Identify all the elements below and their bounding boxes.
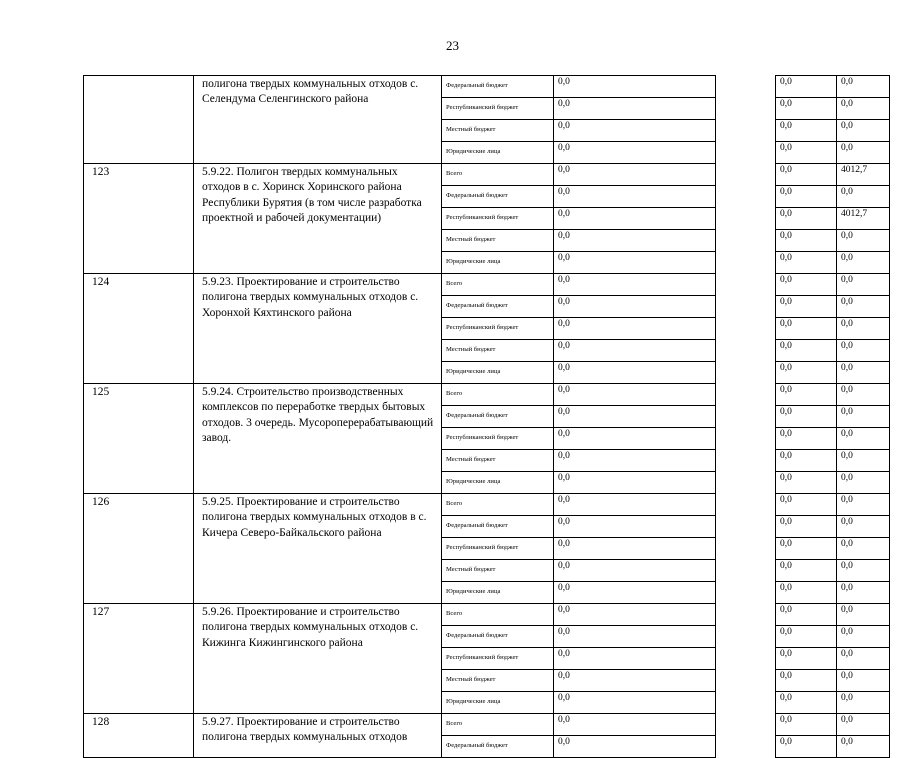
funding-source: Республиканский бюджет xyxy=(442,428,554,450)
amount-cell: 0,0 xyxy=(837,428,890,450)
amount-cell: 0,0 xyxy=(837,736,890,758)
funding-source: Федеральный бюджет xyxy=(442,296,554,318)
amount-cell: 0,0 xyxy=(776,252,837,274)
amount-cell: 0,0 xyxy=(776,472,837,494)
amount-cell: 0,0 xyxy=(776,186,837,208)
amount-cell: 0,0 xyxy=(837,494,890,516)
amount-cell: 0,0 xyxy=(554,406,716,428)
amount-cell: 0,0 xyxy=(554,208,716,230)
amount-cell: 0,0 xyxy=(554,142,716,164)
spacer-cell xyxy=(716,76,776,98)
funding-source: Федеральный бюджет xyxy=(442,186,554,208)
amount-cell: 0,0 xyxy=(776,560,837,582)
amount-cell: 0,0 xyxy=(776,538,837,560)
amount-cell: 0,0 xyxy=(554,538,716,560)
amount-cell: 0,0 xyxy=(554,230,716,252)
spacer-cell xyxy=(716,362,776,384)
amount-cell: 0,0 xyxy=(837,626,890,648)
table-row xyxy=(84,164,890,186)
amount-cell: 0,0 xyxy=(776,428,837,450)
amount-cell: 0,0 xyxy=(776,296,837,318)
item-description: полигона твердых коммунальных отходов с. Селендума Селенгинского района xyxy=(194,76,442,164)
amount-cell: 0,0 xyxy=(554,428,716,450)
spacer-cell xyxy=(716,538,776,560)
amount-cell: 0,0 xyxy=(776,494,837,516)
amount-cell: 0,0 xyxy=(776,648,837,670)
spacer-cell xyxy=(716,318,776,340)
amount-cell: 0,0 xyxy=(776,164,837,186)
amount-cell: 0,0 xyxy=(837,450,890,472)
amount-cell: 0,0 xyxy=(554,384,716,406)
item-number: 128 xyxy=(84,714,194,758)
item-number: 126 xyxy=(84,494,194,604)
amount-cell: 0,0 xyxy=(837,318,890,340)
spacer-cell xyxy=(716,274,776,296)
amount-cell: 0,0 xyxy=(776,450,837,472)
spacer-cell xyxy=(716,472,776,494)
amount-cell: 0,0 xyxy=(776,384,837,406)
funding-source: Всего xyxy=(442,604,554,626)
item-description: 5.9.25. Проектирование и строительство полигона твердых коммунальных отходов в с. Кичера Северо-Байкальского района xyxy=(194,494,442,604)
funding-source: Всего xyxy=(442,714,554,736)
funding-source: Юридические лица xyxy=(442,142,554,164)
amount-cell: 0,0 xyxy=(554,560,716,582)
amount-cell: 0,0 xyxy=(554,582,716,604)
amount-cell: 0,0 xyxy=(776,142,837,164)
funding-source: Федеральный бюджет xyxy=(442,406,554,428)
item-number xyxy=(84,76,194,164)
amount-cell: 0,0 xyxy=(837,340,890,362)
spacer-cell xyxy=(716,714,776,736)
spacer-cell xyxy=(716,626,776,648)
amount-cell: 0,0 xyxy=(554,450,716,472)
amount-cell: 0,0 xyxy=(554,670,716,692)
funding-source: Всего xyxy=(442,384,554,406)
spacer-cell xyxy=(716,296,776,318)
amount-cell: 0,0 xyxy=(776,406,837,428)
amount-cell: 0,0 xyxy=(776,340,837,362)
amount-cell: 0,0 xyxy=(837,560,890,582)
funding-source: Республиканский бюджет xyxy=(442,318,554,340)
amount-cell: 0,0 xyxy=(837,692,890,714)
item-description: 5.9.27. Проектирование и строительство полигона твердых коммунальных отходов xyxy=(194,714,442,758)
spacer-cell xyxy=(716,164,776,186)
amount-cell: 0,0 xyxy=(776,670,837,692)
amount-cell: 0,0 xyxy=(837,472,890,494)
amount-cell: 0,0 xyxy=(776,692,837,714)
amount-cell: 0,0 xyxy=(554,252,716,274)
amount-cell: 0,0 xyxy=(776,98,837,120)
page-number: 23 xyxy=(446,38,459,53)
spacer-cell xyxy=(716,428,776,450)
spacer-cell xyxy=(716,494,776,516)
spacer-cell xyxy=(716,120,776,142)
amount-cell: 0,0 xyxy=(776,604,837,626)
item-description: 5.9.24. Строительство производственных комплексов по переработке твердых бытовых отходов. 3 очередь. Мусороперерабатывающий завод. xyxy=(194,384,442,494)
amount-cell: 0,0 xyxy=(776,208,837,230)
funding-source: Федеральный бюджет xyxy=(442,626,554,648)
financing-table xyxy=(83,75,890,758)
funding-source: Юридические лица xyxy=(442,692,554,714)
spacer-cell xyxy=(716,230,776,252)
amount-cell: 0,0 xyxy=(554,604,716,626)
spacer-cell xyxy=(716,406,776,428)
table-row xyxy=(84,494,890,516)
funding-source: Местный бюджет xyxy=(442,560,554,582)
amount-cell: 0,0 xyxy=(837,406,890,428)
amount-cell: 0,0 xyxy=(837,582,890,604)
spacer-cell xyxy=(716,186,776,208)
amount-cell: 0,0 xyxy=(776,516,837,538)
spacer-cell xyxy=(716,252,776,274)
spacer-cell xyxy=(716,736,776,758)
amount-cell: 0,0 xyxy=(837,296,890,318)
amount-cell: 0,0 xyxy=(554,318,716,340)
funding-source: Юридические лица xyxy=(442,252,554,274)
amount-cell: 0,0 xyxy=(837,142,890,164)
amount-cell: 0,0 xyxy=(554,626,716,648)
amount-cell: 0,0 xyxy=(837,714,890,736)
amount-cell: 4012,7 xyxy=(837,208,890,230)
amount-cell: 0,0 xyxy=(554,362,716,384)
funding-source: Республиканский бюджет xyxy=(442,98,554,120)
item-number: 127 xyxy=(84,604,194,714)
spacer-cell xyxy=(716,692,776,714)
table-row xyxy=(84,384,890,406)
item-description: 5.9.23. Проектирование и строительство полигона твердых коммунальных отходов с. Хоронхой Кяхтинского района xyxy=(194,274,442,384)
funding-source: Юридические лица xyxy=(442,362,554,384)
amount-cell: 0,0 xyxy=(554,516,716,538)
table-row xyxy=(84,604,890,626)
amount-cell: 0,0 xyxy=(837,538,890,560)
table-row xyxy=(84,274,890,296)
amount-cell: 0,0 xyxy=(776,582,837,604)
funding-source: Местный бюджет xyxy=(442,670,554,692)
funding-source: Местный бюджет xyxy=(442,230,554,252)
amount-cell: 0,0 xyxy=(554,340,716,362)
amount-cell: 4012,7 xyxy=(837,164,890,186)
spacer-cell xyxy=(716,670,776,692)
item-description: 5.9.26. Проектирование и строительство полигона твердых коммунальных отходов с. Кижинга Кижингинского района xyxy=(194,604,442,714)
amount-cell: 0,0 xyxy=(837,98,890,120)
funding-source: Республиканский бюджет xyxy=(442,538,554,560)
amount-cell: 0,0 xyxy=(837,648,890,670)
amount-cell: 0,0 xyxy=(554,296,716,318)
amount-cell: 0,0 xyxy=(776,318,837,340)
amount-cell: 0,0 xyxy=(837,274,890,296)
amount-cell: 0,0 xyxy=(776,714,837,736)
amount-cell: 0,0 xyxy=(554,714,716,736)
amount-cell: 0,0 xyxy=(837,362,890,384)
amount-cell: 0,0 xyxy=(554,648,716,670)
funding-source: Республиканский бюджет xyxy=(442,648,554,670)
amount-cell: 0,0 xyxy=(776,274,837,296)
amount-cell: 0,0 xyxy=(776,120,837,142)
amount-cell: 0,0 xyxy=(554,164,716,186)
table-row xyxy=(84,76,890,98)
amount-cell: 0,0 xyxy=(554,76,716,98)
spacer-cell xyxy=(716,560,776,582)
amount-cell: 0,0 xyxy=(554,186,716,208)
funding-source: Местный бюджет xyxy=(442,340,554,362)
funding-source: Федеральный бюджет xyxy=(442,516,554,538)
spacer-cell xyxy=(716,516,776,538)
funding-source: Всего xyxy=(442,274,554,296)
amount-cell: 0,0 xyxy=(837,76,890,98)
amount-cell: 0,0 xyxy=(776,736,837,758)
amount-cell: 0,0 xyxy=(554,274,716,296)
funding-source: Всего xyxy=(442,164,554,186)
amount-cell: 0,0 xyxy=(837,604,890,626)
item-number: 125 xyxy=(84,384,194,494)
amount-cell: 0,0 xyxy=(776,230,837,252)
amount-cell: 0,0 xyxy=(837,516,890,538)
funding-source: Всего xyxy=(442,494,554,516)
amount-cell: 0,0 xyxy=(837,186,890,208)
spacer-cell xyxy=(716,604,776,626)
spacer-cell xyxy=(716,142,776,164)
spacer-cell xyxy=(716,98,776,120)
amount-cell: 0,0 xyxy=(554,736,716,758)
spacer-cell xyxy=(716,208,776,230)
funding-source: Юридические лица xyxy=(442,472,554,494)
amount-cell: 0,0 xyxy=(554,120,716,142)
funding-source: Федеральный бюджет xyxy=(442,736,554,758)
amount-cell: 0,0 xyxy=(837,120,890,142)
amount-cell: 0,0 xyxy=(776,626,837,648)
funding-source: Местный бюджет xyxy=(442,120,554,142)
funding-source: Местный бюджет xyxy=(442,450,554,472)
amount-cell: 0,0 xyxy=(554,692,716,714)
spacer-cell xyxy=(716,450,776,472)
amount-cell: 0,0 xyxy=(776,76,837,98)
amount-cell: 0,0 xyxy=(554,472,716,494)
spacer-cell xyxy=(716,582,776,604)
funding-source: Республиканский бюджет xyxy=(442,208,554,230)
amount-cell: 0,0 xyxy=(837,670,890,692)
funding-source: Федеральный бюджет xyxy=(442,76,554,98)
amount-cell: 0,0 xyxy=(837,230,890,252)
amount-cell: 0,0 xyxy=(837,252,890,274)
spacer-cell xyxy=(716,340,776,362)
amount-cell: 0,0 xyxy=(554,98,716,120)
item-description: 5.9.22. Полигон твердых коммунальных отходов в с. Хоринск Хоринского района Республики Бурятия (в том числе разработка проектной и рабочей документации) xyxy=(194,164,442,274)
item-number: 123 xyxy=(84,164,194,274)
item-number: 124 xyxy=(84,274,194,384)
table-row xyxy=(84,714,890,736)
funding-source: Юридические лица xyxy=(442,582,554,604)
amount-cell: 0,0 xyxy=(554,494,716,516)
spacer-cell xyxy=(716,648,776,670)
spacer-cell xyxy=(716,384,776,406)
amount-cell: 0,0 xyxy=(776,362,837,384)
amount-cell: 0,0 xyxy=(837,384,890,406)
